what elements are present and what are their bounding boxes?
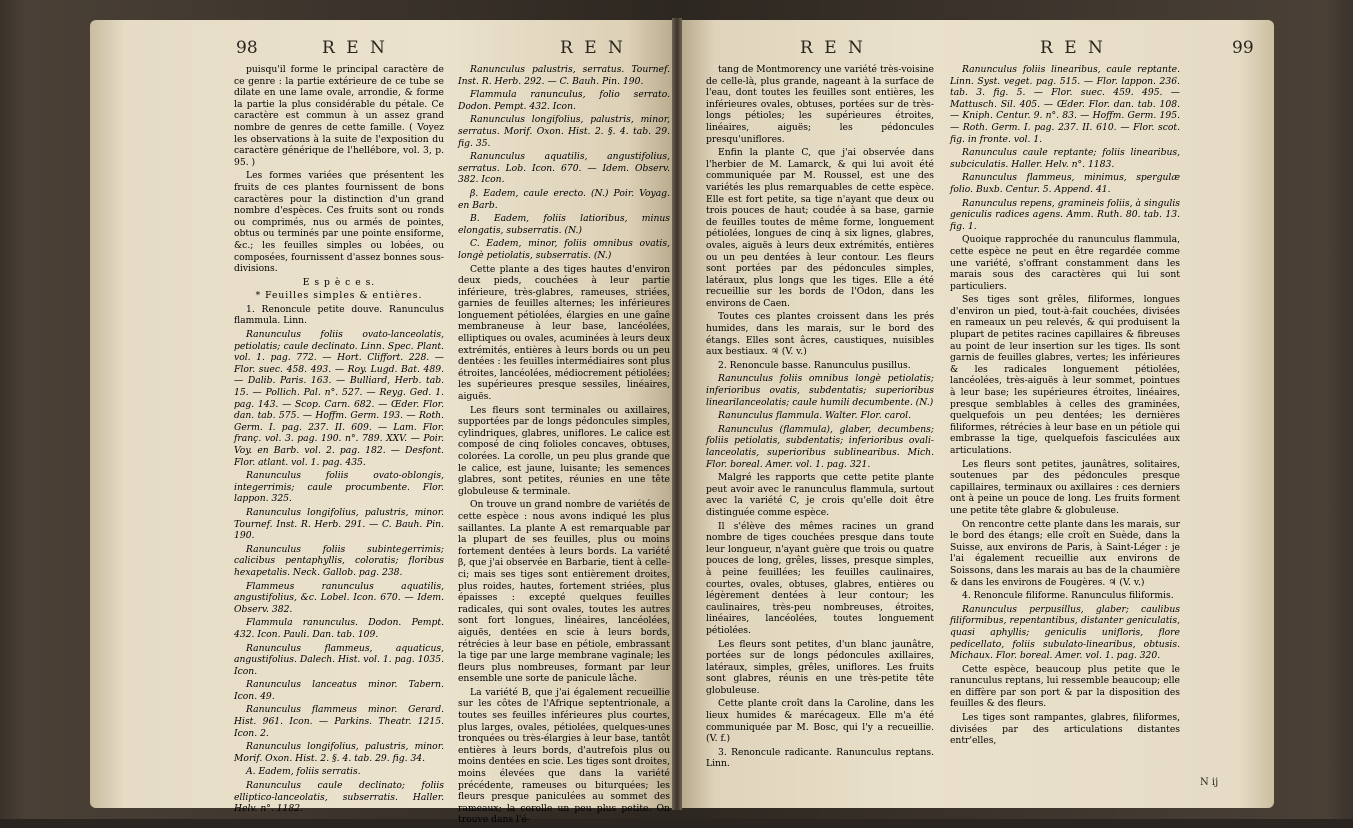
- paragraph: Flammula ranunculus, folio serrato. Dodon. Pempt. 432. Icon.: [458, 89, 670, 112]
- paragraph: Malgré les rapports que cette petite plante peut avoir avec le ranunculus flammula, surtout avec la variété C, je crois qu'elle doit être distinguée comme espèce.: [706, 472, 934, 518]
- paragraph: Ranunculus foliis omnibus longè petiolatis; inferioribus ovatis, subdentatis; superioribus linearilanceolatis; caule humili decumbente. (N.): [706, 373, 934, 408]
- paragraph: Ranunculus foliis ovato-lanceolatis, petiolatis; caule declinato. Linn. Spec. Plant. vol. 1. pag. 772. — Hort. Cliffort. 228. — Flor. suec. 458. 493. — Roy. Lugd. Bat. 489. — Dalib. Paris. 163. — Bulliard, Herb. tab. 15. — Pollich. Pal. n°. 527. — Reyg. Ged. 1. pag. 143. — Scop. Carn. 682. — Œder. Flor. dan. tab. 575. — Hoffm. Germ. 193. — Roth. Germ. I. pag. 237. II. 609. — Lam. Flor. franç. vol. 3. pag. 190. n°. 789. XXV. — Poir. Voy. en Barb. vol. 2. pag. 182. — Desfont. Flor. atlant. vol. 1. pag. 435.: [234, 329, 444, 468]
- paragraph: Ranunculus foliis ovato-oblongis, integerrimis; caule procumbente. Flor. lappon. 325.: [234, 470, 444, 505]
- right-column-1: [706, 64, 934, 772]
- paragraph: Les formes variées que présentent les fruits de ces plantes fournissent de bons caractères pour la distinction d'un grand nombre d'espèces. Ces fruits sont ou ronds ou comprimés, nus ou armés de pointes, obtus ou terminés par une pointe ensiforme, &c.; les feuilles simples ou lobées, ou composées, fournissent d'assez bonnes sous-divisions.: [234, 170, 444, 275]
- left-column-2: [458, 64, 670, 828]
- paragraph: Ranunculus repens, gramineis foliis, à singulis geniculis radices agens. Amm. Ruth. 80. tab. 13. fig. 1.: [950, 197, 1180, 232]
- right-running-head: R E N: [800, 38, 866, 58]
- page-signature: N ij: [1200, 777, 1219, 788]
- paragraph: Quoique rapprochée du ranunculus flammula, cette espèce ne peut en être regardée comme une variété, s'offrant constamment dans les marais sous des caractères qui lui sont particuliers.: [950, 234, 1180, 292]
- paragraph: Ranunculus aquatilis, angustifolius, serratus. Lob. Icon. 670. — Idem. Observ. 382. Icon.: [458, 151, 670, 186]
- paragraph: Ranunculus caule reptante; foliis linearibus, subciculatis. Haller. Helv. n°. 1183.: [950, 147, 1180, 170]
- paragraph: Il s'élève des mêmes racines un grand nombre de tiges couchées presque dans toute leur longueur, n'ayant guère que trois ou quatre pouces de long, grêles, lisses, presque simples, à peine feuillées; les feuilles caulinaires, courtes, ovales, obtuses, glabres, entières ou légèrement dentées à leur contour; les caulinaires, très-peu nombreuses, étroites, linéaires, lancéolées, toutes longuement pétiolées.: [706, 520, 934, 636]
- paragraph: A. Eadem, foliis serratis.: [246, 766, 361, 778]
- left-running-head-2: R E N: [560, 38, 626, 58]
- paragraph: tang de Montmorency une variété très-voisine de celle-là, plus grande, nageant à la surface de l'eau, dont toutes les feuilles sont entières, les inférieures ovales, obtuses, portées sur de très-longs pétioles; les supérieures étroites, linéaires, aiguës; les pédoncules presqu'uniflores.: [706, 64, 934, 145]
- paragraph: Ranunculus flammeus minor. Gerard. Hist. 961. Icon. — Parkins. Theatr. 1215. Icon. 2.: [234, 704, 444, 739]
- paragraph: 1. Renoncule petite douve. Ranunculus flammula. Linn.: [234, 303, 444, 327]
- left-page-number: 98: [236, 38, 258, 58]
- paragraph: 3. Renoncule radicante. Ranunculus reptans. Linn.: [706, 746, 934, 770]
- paragraph: Ranunculus palustris, serratus. Tournef. Inst. R. Herb. 292. — C. Bauh. Pin. 190.: [458, 64, 670, 87]
- paragraph: Ranunculus flammula. Walter. Flor. carol.: [718, 410, 911, 422]
- paragraph: On rencontre cette plante dans les marais, sur le bord des étangs; elle croît en Suède, dans la Suisse, aux environs de Paris, à Saint-Léger : je l'ai également recueillie aux environs de Soissons, dans les marais au bas de la chaumière & dans les environs de Fougères. ♃ (V. v.): [950, 518, 1181, 588]
- paragraph: Flammula ranunculus. Dodon. Pempt. 432. Icon. Pauli. Dan. tab. 109.: [234, 617, 444, 640]
- paragraph: B. Eadem, foliis latioribus, minus elongatis, subserratis. (N.): [458, 213, 670, 236]
- book-gutter: [672, 18, 682, 810]
- paragraph: Ranunculus flammeus, aquaticus, angustifolius. Dalech. Hist. vol. 1. pag. 1035. Icon.: [234, 642, 444, 677]
- paragraph: Ses tiges sont grêles, filiformes, longues d'environ un pied, tout-à-fait couchées, divisées en rameaux un peu relevés, & qui produisent la plupart de petites racines capillaires & fibreuses au point de leur insertion sur les tiges. Ils sont garnis de feuilles glabres, vertes; les inférieures & les radicales longuement pétiolées, lancéolées, très-aiguës à leur sommet, pointues à leur base; les supérieures étroites, linéaires, presque semblables à celles des graminées, quelquefois un peu dentées; les dernières filiformes, rétrécies à leur base en un pétiole qui embrasse la tige, quelquefois fasciculées aux articulations.: [950, 294, 1180, 456]
- left-running-head: R E N: [322, 38, 388, 58]
- paragraph: On trouve un grand nombre de variétés de cette espèce : nous avons indiqué les plus saillantes. La plante A est remarquable par la plupart de ses feuilles, plus ou moins fortement dentées à leurs bords. La variété β, que j'ai observée en Barbarie, tient à celle-ci; mais ses tiges sont entièrement droites, plus roides, hautes, fortement striées, plus épaisses : excepté quelques feuilles radicales, qui sont ovales, toutes les autres sont fort longues, linéaires, lancéolées, aiguës, dentées en scie à leurs bords, rétrécies à leur base en pétiole, embrassant la tige par une large membrane vaginale; les fleurs plus nombreuses, formant par leur ensemble une sorte de panicule lâche.: [458, 499, 670, 685]
- paragraph: Cette espèce, beaucoup plus petite que le ranunculus reptans, lui ressemble beaucoup; elle en diffère par son port & par la disposition des feuilles & des fleurs.: [950, 663, 1180, 710]
- paragraph: Ranunculus longifolius, palustris, minor. Tournef. Inst. R. Herb. 291. — C. Bauh. Pin. 190.: [234, 506, 444, 542]
- paragraph: Les fleurs sont petites, d'un blanc jaunâtre, portées sur de longs pédoncules axillaires, latéraux, simples, grêles, uniflores. Les fruits sont glabres, réunis en une très-petite tête globuleuse.: [706, 638, 934, 696]
- right-column-2: [950, 64, 1180, 749]
- paragraph: puisqu'il forme le principal caractère de ce genre : la partie extérieure de ce tube se dilate en une lame ovale, arrondie, & forme la partie la plus considérable du pétale. Ce caractère est commun à un assez grand nombre de genres de cette famille. ( Voyez les observations à la suite de l'exposition du caractère générique de l'hellébore, vol. 3, p. 95. ): [234, 64, 444, 168]
- paragraph: Enfin la plante C, que j'ai observée dans l'herbier de M. Lamarck, & qui lui avoit été communiquée par M. Roussel, est une des variétés les plus remarquables de cette espèce. Elle est fort petite, sa tige n'ayant que deux ou trois pouces de haut; coudée à sa base, garnie de feuilles toutes de même forme, longuement pétiolées, longues de cinq à six lignes, glabres, ovales, aiguës à leurs deux extrémités, entières ou un peu dentées à leur contour. Les fleurs sont portées par des pédoncules simples, latéraux, plus longs que les tiges. Elle a été recueillie sur les bords de l'Odon, dans les environs de Caen.: [706, 147, 934, 309]
- paragraph: Les tiges sont rampantes, glabres, filiformes, divisées par des articulations distantes entr'elles,: [950, 712, 1180, 747]
- paragraph: 4. Renoncule filiforme. Ranunculus filiformis.: [962, 590, 1174, 602]
- paragraph: 2. Renoncule basse. Ranunculus pusillus.: [718, 359, 911, 371]
- paragraph: Toutes ces plantes croissent dans les prés humides, dans les marais, sur le bord des étangs. Elles sont âcres, caustiques, nuisibles aux bestiaux. ♃ (V. v.): [706, 311, 934, 358]
- paragraph: E s p è c e s.: [302, 276, 376, 288]
- paragraph: Les fleurs sont petites, jaunâtres, solitaires, soutenues par des pédoncules presque capillaires, terminaux ou axillaires : ces derniers ont à peine un pouce de long. Les fruits forment une petite tête glabre & globuleuse.: [950, 458, 1180, 516]
- paragraph: Ranunculus caule declinato; foliis elliptico-lanceolatis, subserratis. Haller. Helv. n°. 1182.: [234, 780, 444, 815]
- paragraph: Les fleurs sont terminales ou axillaires, supportées par de longs pédoncules simples, cylindriques, glabres, uniflores. Le calice est composé de cinq folioles concaves, obtuses, colorées. La corolle, un peu plus grande que le calice, est jaune, luisante; les semences glabres, sont petites, réunies en une tête globuleuse & terminale.: [458, 404, 670, 497]
- paragraph: * Feuilles simples & entières.: [255, 290, 423, 302]
- left-column-1: [234, 64, 444, 817]
- paragraph: Ranunculus foliis subintegerrimis; calicibus pentaphyllis, coloratis; floribus hexapetalis. Neck. Gallob. pag. 238.: [234, 543, 444, 578]
- paragraph: Cette plante a des tiges hautes d'environ deux pieds, couchées à leur partie inférieure, très-glabres, rameuses, striées, garnies de feuilles alternes; les inférieures longuement pétiolées, élargies en une gaîne membraneuse à leur base, lancéolées, elliptiques ou ovales, acuminées à leurs deux extrémités, entières à leurs bords ou un peu dentées : les feuilles intermédiaires sont plus étroites, lancéolées, médiocrement pétiolées; les supérieures presque sessiles, linéaires, aiguës.: [458, 263, 670, 403]
- paragraph: Ranunculus perpusillus, glaber; caulibus filiformibus, repentantibus, distanter geniculatis, quasi aphyllis; geniculis unifloris, flore pedicellato, foliis subulato-linearibus, obtusis. Michaux. Flor. boreal. Amer. vol. 1. pag. 320.: [950, 603, 1180, 662]
- right-running-head-2: R E N: [1040, 38, 1106, 58]
- paragraph: Flammeus ranunculus aquatilis, angustifolius, &c. Lobel. Icon. 670. — Idem. Observ. 382.: [234, 580, 444, 615]
- paragraph: β. Eadem, caule erecto. (N.) Poir. Voyag. en Barb.: [458, 187, 670, 211]
- paragraph: C. Eadem, minor, foliis omnibus ovatis, longè petiolatis, subserratis. (N.): [458, 238, 670, 261]
- paragraph: Cette plante croît dans la Caroline, dans les lieux humides & marécageux. Elle m'a été communiquée par M. Bosc, qui l'y a recueillie. (V. f.): [706, 698, 934, 745]
- paragraph: Ranunculus flammeus, minimus, spergulæ folio. Buxb. Centur. 5. Append. 41.: [950, 172, 1180, 195]
- paragraph: Ranunculus longifolius, palustris, minor. Morif. Oxon. Hist. 2. §. 4. tab. 29. fig. 34.: [234, 741, 444, 764]
- paragraph: Ranunculus lanceatus minor. Tabern. Icon. 49.: [234, 679, 444, 702]
- paragraph: Ranunculus foliis linearibus, caule reptante. Linn. Syst. veget. pag. 515. — Flor. lappon. 236. tab. 3. fig. 5. — Flor. suec. 459. 495. — Mattusch. Sil. 405. — Œder. Flor. dan. tab. 108. — Kniph. Centur. 9. n°. 83. — Hoffm. Germ. 195. — Roth. Germ. I. pag. 237. II. 610. — Flor. scot. fig. in fronte. vol. 1.: [950, 64, 1180, 145]
- paragraph: Ranunculus (flammula), glaber, decumbens; foliis petiolatis, subdentatis; inferioribus ovali-lanceolatis, superioribus sublinearibus. Mich. Flor. boreal. Amer. vol. 1. pag. 321.: [706, 423, 934, 470]
- paragraph: La variété B, que j'ai également recueillie sur les côtes de l'Afrique septentrionale, a toutes ses feuilles inférieures plus courtes, plus larges, ovales, pétiolées, quelques-unes tronquées ou très-élargies à leur base, tantôt entières à leurs bords, d'autrefois plus ou moins dentées en scie. Les tiges sont droites, moins élevées que dans la variété précédente, rameuses ou biturquées; les fleurs presque paniculées au sommet des rameaux; la corolle un peu plus petite. On trouve dans l'é-: [458, 686, 670, 826]
- right-page-number: 99: [1232, 38, 1254, 58]
- paragraph: Ranunculus longifolius, palustris, minor, serratus. Morif. Oxon. Hist. 2. §. 4. tab. 29. fig. 35.: [458, 114, 670, 149]
